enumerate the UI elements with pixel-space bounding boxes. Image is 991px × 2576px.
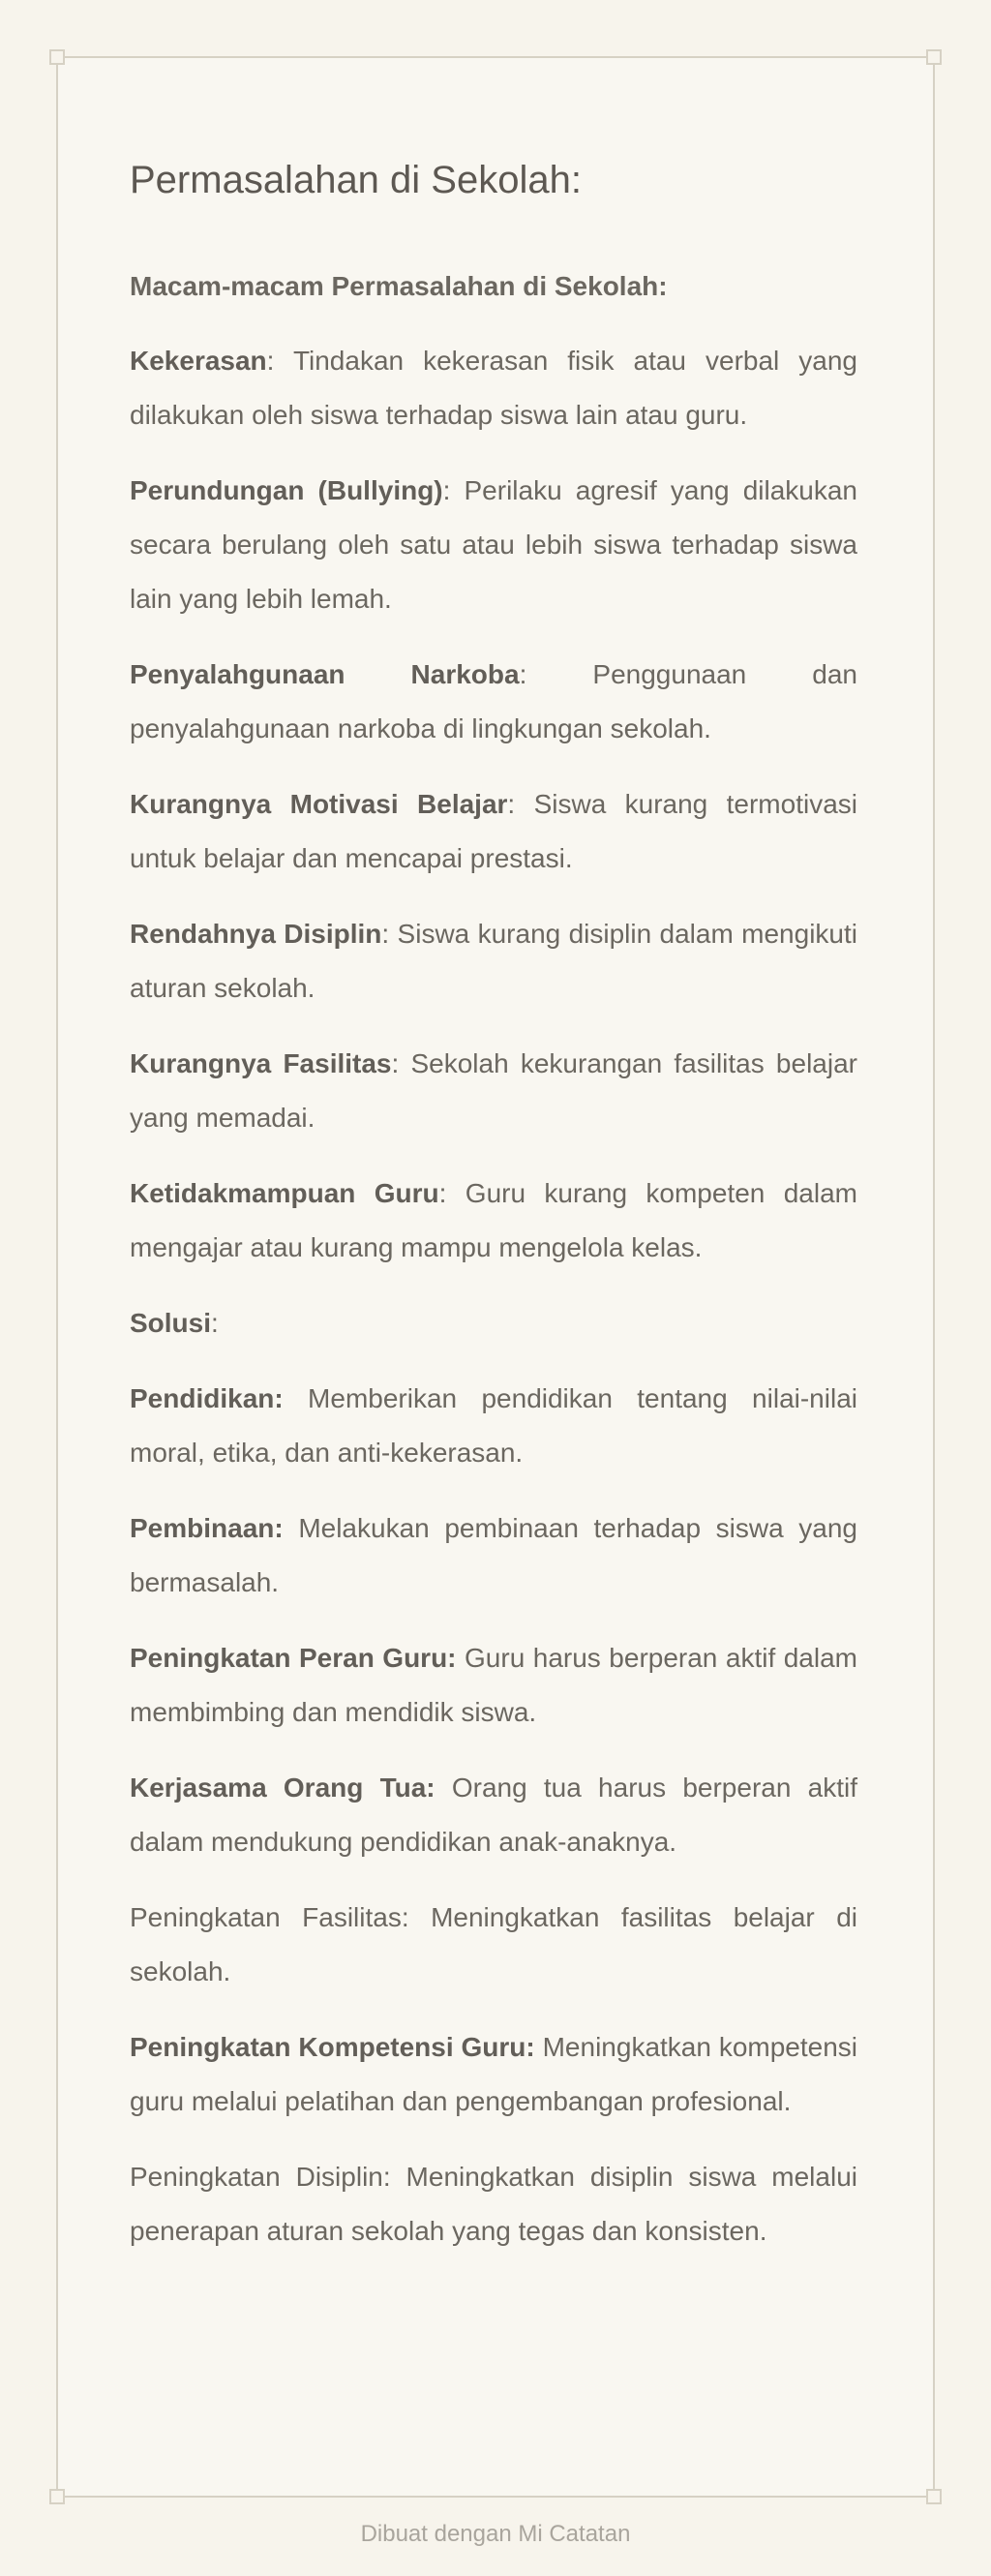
solution-term: Peningkatan Kompetensi Guru: xyxy=(130,2032,535,2063)
problem-description: Sekolah kekurangan fasilitas belajar yang memadai. xyxy=(130,1048,857,1134)
problem-term: Ketidakmampuan Guru xyxy=(130,1178,439,1209)
problem-item xyxy=(130,907,857,1015)
problem-description: Perilaku agresif yang dilakukan secara berulang oleh satu atau lebih siswa terhadap siswa lain yang lebih lemah. xyxy=(130,475,857,615)
solution-item xyxy=(130,1761,857,1869)
problem-description: Siswa kurang termotivasi untuk belajar dan mencapai prestasi. xyxy=(130,789,857,874)
solution-term: Kerjasama Orang Tua: xyxy=(130,1773,435,1803)
problem-description: Tindakan kekerasan fisik atau verbal yang dilakukan oleh siswa terhadap siswa lain atau guru. xyxy=(130,346,857,431)
solution-item xyxy=(130,2020,857,2129)
separator: : xyxy=(438,1178,447,1209)
solution-term: Pembinaan: xyxy=(130,1513,284,1544)
frame-corner-ornament xyxy=(49,2489,65,2504)
problem-item xyxy=(130,334,857,442)
separator: : xyxy=(519,659,527,690)
section-heading: Macam-macam Permasalahan di Sekolah: xyxy=(130,271,668,301)
solution-description: Melakukan pembinaan terhadap siswa yang bermasalah. xyxy=(130,1513,857,1598)
problem-term: Kurangnya Fasilitas xyxy=(130,1048,392,1079)
problem-item xyxy=(130,464,857,626)
frame-corner-ornament xyxy=(926,49,942,65)
solution-description: Guru harus berperan aktif dalam membimbing dan mendidik siswa. xyxy=(130,1643,857,1728)
footer-credit: Dibuat dengan Mi Catatan xyxy=(360,2521,631,2547)
separator: : xyxy=(442,475,451,506)
separator: : xyxy=(266,346,275,377)
document-content xyxy=(130,155,857,2280)
problem-term: Penyalahgunaan Narkoba xyxy=(130,659,520,690)
problem-description: Guru kurang kompeten dalam mengajar atau kurang mampu mengelola kelas. xyxy=(130,1178,857,1263)
solution-label xyxy=(130,1296,857,1350)
problem-term: Perundungan (Bullying) xyxy=(130,475,443,506)
problem-term: Kurangnya Motivasi Belajar xyxy=(130,789,508,820)
solution-term: Peningkatan Peran Guru: xyxy=(130,1643,457,1674)
problem-term: Kekerasan xyxy=(130,346,267,377)
solution-item xyxy=(130,2150,857,2258)
separator: : xyxy=(391,1048,400,1079)
problem-item xyxy=(130,1167,857,1275)
separator: : xyxy=(211,1308,219,1339)
page-title: Permasalahan di Sekolah: xyxy=(130,159,582,201)
separator: : xyxy=(507,789,516,820)
solution-term: Solusi xyxy=(130,1308,212,1339)
problem-item xyxy=(130,648,857,756)
problem-item xyxy=(130,1037,857,1145)
separator: : xyxy=(381,919,390,950)
problem-description: Penggunaan dan penyalahgunaan narkoba di lingkungan sekolah. xyxy=(130,659,857,744)
solution-description: Orang tua harus berperan aktif dalam mendukung pendidikan anak-anaknya. xyxy=(130,1773,857,1858)
solution-description: Memberikan pendidikan tentang nilai-nilai moral, etika, dan anti-kekerasan. xyxy=(130,1383,857,1469)
solution-description: Peningkatan Fasilitas: Meningkatkan fasilitas belajar di sekolah. xyxy=(130,1902,857,1987)
problem-item xyxy=(130,777,857,886)
solution-description: Peningkatan Disiplin: Meningkatkan disiplin siswa melalui penerapan aturan sekolah yang tegas dan konsisten. xyxy=(130,2162,857,2247)
solution-description: Meningkatkan kompetensi guru melalui pelatihan dan pengembangan profesional. xyxy=(130,2032,858,2117)
solution-item xyxy=(130,1891,857,1999)
solution-term: Pendidikan: xyxy=(130,1383,284,1414)
solution-item xyxy=(130,1631,857,1740)
solution-item xyxy=(130,1372,857,1480)
document-frame xyxy=(56,56,935,2498)
solution-item xyxy=(130,1501,857,1610)
frame-corner-ornament xyxy=(49,49,65,65)
frame-corner-ornament xyxy=(926,2489,942,2504)
problem-term: Rendahnya Disiplin xyxy=(130,919,382,950)
problem-description: Siswa kurang disiplin dalam mengikuti aturan sekolah. xyxy=(130,919,857,1004)
